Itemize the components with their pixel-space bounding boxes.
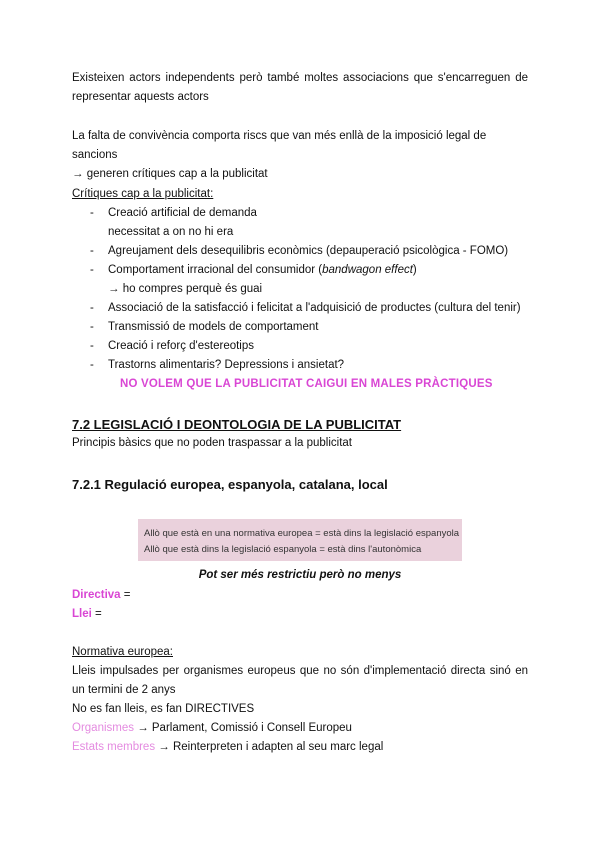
normativa-directives: No es fan lleis, es fan DIRECTIVES bbox=[72, 703, 255, 715]
list-item bbox=[72, 242, 528, 261]
critiques-heading: Crítiques cap a la publicitat: bbox=[72, 188, 214, 200]
term-llei-value: = bbox=[91, 608, 102, 620]
critiques-highlight: NO VOLEM QUE LA PUBLICITAT CAIGUI EN MALES PRÀCTIQUES bbox=[120, 378, 493, 390]
list-item bbox=[72, 261, 528, 299]
section-7-2-subtitle: Principis bàsics que no poden traspassar a la publicitat bbox=[72, 437, 352, 449]
list-item bbox=[72, 318, 528, 337]
normativa-organismes bbox=[72, 719, 528, 738]
estats-label: Estats membres bbox=[72, 741, 156, 753]
paragraph-convivencia-line1: La falta de convivència comporta riscs que van més enllà de la imposició legal de sancions bbox=[72, 130, 487, 161]
list-item-text: Transmissió de models de comportament bbox=[108, 321, 319, 333]
note-box bbox=[138, 519, 462, 561]
list-item-sub: necessitat a on no hi era bbox=[108, 226, 234, 238]
organismes-label: Organismes bbox=[72, 722, 134, 734]
term-llei-label: Llei bbox=[72, 608, 92, 620]
normativa-heading: Normativa europea: bbox=[72, 646, 173, 658]
normativa-paragraph: Lleis impulsades per organismes europeus que no són d'implementació directa sinó en un termini de 2 anys bbox=[72, 665, 528, 696]
term-directiva-value: = bbox=[120, 589, 131, 601]
term-directiva-label: Directiva bbox=[72, 589, 121, 601]
terms-block bbox=[72, 586, 528, 624]
normativa-section bbox=[72, 643, 528, 757]
list-item-text: Associació de la satisfacció i felicitat a l'adquisició de productes (cultura del tenir) bbox=[108, 302, 521, 314]
critiques-section bbox=[72, 185, 528, 394]
term-directiva bbox=[72, 586, 528, 605]
paragraph-convivencia bbox=[72, 127, 528, 184]
normativa-estats bbox=[72, 738, 528, 757]
organismes-text: → Parlament, Comissió i Consell Europeu bbox=[134, 722, 352, 734]
list-item-text: Trastorns alimentaris? Depressions i ansietat? bbox=[108, 359, 345, 371]
list-item-text-end: ) bbox=[412, 264, 417, 276]
paragraph-convivencia-line2: → generen crítiques cap a la publicitat bbox=[72, 168, 268, 180]
term-llei bbox=[72, 605, 528, 624]
section-7-2-1-title: 7.2.1 Regulació europea, espanyola, catalana, local bbox=[72, 477, 388, 492]
list-item bbox=[72, 299, 528, 318]
restrictive-note: Pot ser més restrictiu però no menys bbox=[198, 569, 402, 581]
note-line1: Allò que està en una normativa europea = està dins la legislació espanyola bbox=[144, 528, 460, 539]
section-7-2-title-text: 7.2 LEGISLACIÓ I DEONTOLOGIA DE LA PUBLICITAT bbox=[72, 417, 402, 432]
section-7-2-title bbox=[72, 415, 528, 434]
list-item-emphasis: bandwagon effect bbox=[322, 264, 413, 276]
paragraph-actors: Existeixen actors independents però també moltes associacions que s'encarreguen de representar aquests actors bbox=[72, 72, 528, 103]
list-item bbox=[72, 204, 528, 242]
note-line2: Allò que està dins la legislació espanyola = està dins l'autonòmica bbox=[144, 544, 422, 555]
critiques-list bbox=[72, 204, 528, 375]
estats-text: → Reinterpreten i adapten al seu marc legal bbox=[155, 741, 384, 753]
list-item-sub: → ho compres perquè és guai bbox=[108, 283, 263, 295]
list-item-text: Agreujament dels desequilibris econòmics (depauperació psicològica - FOMO) bbox=[108, 245, 509, 257]
list-item-text: Comportament irracional del consumidor ( bbox=[108, 264, 323, 276]
list-item-text: Creació i reforç d'estereotips bbox=[108, 340, 255, 352]
list-item bbox=[72, 356, 528, 375]
list-item bbox=[72, 337, 528, 356]
list-item-text: Creació artificial de demanda bbox=[108, 207, 257, 219]
